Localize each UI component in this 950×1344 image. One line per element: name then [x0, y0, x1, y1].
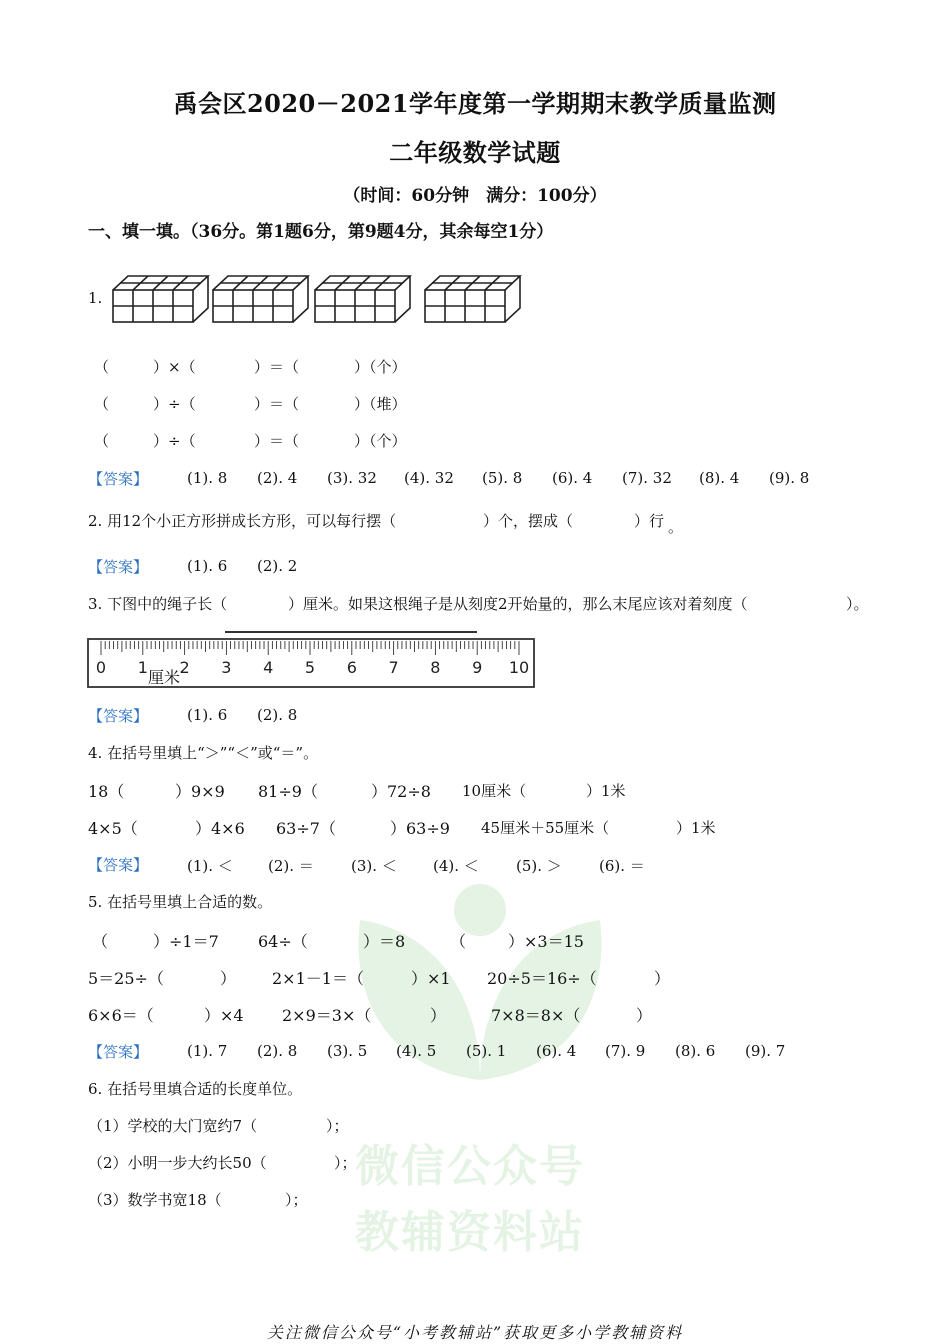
- page-title: 禹会区2020－2021学年度第一学期期末教学质量监测: [173, 89, 777, 118]
- box-figure-1: [113, 276, 208, 322]
- q1-answer-5: (5). 8: [482, 469, 523, 487]
- q5-r3-c1-b: ）×4: [204, 1006, 244, 1025]
- q1-answer-3: (3). 32: [327, 469, 377, 487]
- q5-r1-c3-b: ）×3＝15: [508, 932, 584, 951]
- page-subtitle: 二年级数学试题: [389, 138, 561, 167]
- q6-i3-b: ）；: [285, 1191, 308, 1209]
- q3-text-a: 3. 下图中的绳子长（: [88, 595, 228, 613]
- q2-text-d: 。: [668, 518, 684, 536]
- q5-r3-c1-a: 6×6＝（: [88, 1006, 154, 1025]
- q5-answer-7: (7). 9: [605, 1042, 646, 1060]
- q4-r2-c3-b: ）1米: [676, 819, 716, 837]
- q6-i2-a: （2）小明一步大约长50（: [88, 1154, 267, 1172]
- ruler-number: 1: [137, 658, 148, 677]
- watermark-leaf-icon: [330, 880, 630, 1110]
- q5-r1-c2-a: 64÷（: [258, 932, 308, 951]
- q6-i3-a: （3）数学书宽18（: [88, 1191, 222, 1209]
- q4-r2-c2-b: ）63÷9: [390, 819, 450, 838]
- box-figure-4: [425, 276, 520, 322]
- q2-text-a: 2. 用12个小正方形拼成长方形，可以每行摆（: [88, 512, 397, 530]
- q6-i1-b: ）；: [326, 1117, 349, 1135]
- q5-r1-c3-a: （: [450, 932, 467, 951]
- q5-r3-c3-b: ）: [636, 1006, 653, 1025]
- q1-l3-p0: （: [94, 432, 110, 450]
- q1-l3-p1: ）÷（: [153, 432, 196, 450]
- q1-answer-9: (9). 8: [769, 469, 810, 487]
- q5-r3-c2-a: 2×9＝3×（: [282, 1006, 372, 1025]
- ruler-number: 4: [263, 658, 274, 677]
- watermark-line1: 微信公众号: [355, 1141, 585, 1192]
- ruler-number: 5: [304, 658, 316, 677]
- answer-label: 【答案】: [88, 856, 149, 874]
- q5-answer-5: (5). 1: [466, 1042, 507, 1060]
- q1-answer-7: (7). 32: [622, 469, 672, 487]
- box-figure-3: [315, 276, 410, 322]
- q5-answer-4: (4). 5: [396, 1042, 437, 1060]
- q5-r3-c3-a: 7×8＝8×（: [491, 1006, 581, 1025]
- q4-answer-4: (4). ＜: [433, 857, 479, 875]
- q5-answer-9: (9). 7: [745, 1042, 786, 1060]
- q1-answer-6: (6). 4: [552, 469, 593, 487]
- q1-answer-2: (2). 4: [257, 469, 298, 487]
- q1-l3-p3: ）（个）: [354, 432, 407, 450]
- q4-answer-6: (6). ＝: [599, 857, 645, 875]
- q5-r2-c1-a: 5＝25÷（: [88, 969, 164, 988]
- q4-r1-c1-b: ）9×9: [175, 782, 225, 801]
- ruler-number: 2: [179, 658, 190, 677]
- ruler-number: 6: [346, 658, 357, 677]
- q5-r1-c1-a: （: [92, 932, 109, 951]
- ruler-number: 9: [472, 658, 483, 677]
- q5-r3-c2-b: ）: [430, 1006, 447, 1025]
- q3-answer-2: (2). 8: [257, 706, 298, 724]
- footer-note: 关注微信公众号“小考教辅站”获取更多小学教辅资料: [266, 1323, 684, 1342]
- q4-r1-c2-b: ）72÷8: [371, 782, 431, 801]
- q5-r2-c1-b: ）: [220, 969, 237, 988]
- q1-l1-p0: （: [94, 358, 110, 376]
- q1-l2-p3: ）（堆）: [354, 395, 407, 413]
- q3-text-b: ）厘米。如果这根绳子是从刻度2开始量的，那么末尾应该对着刻度（: [288, 595, 748, 613]
- q4-r2-c2-a: 63÷7（: [276, 819, 336, 838]
- q5-answer-3: (3). 5: [327, 1042, 368, 1060]
- q1-l3-p2: ）＝（: [254, 432, 300, 450]
- ruler-number: 3: [221, 658, 232, 677]
- q1-answer-8: (8). 4: [699, 469, 740, 487]
- ruler-number: 8: [430, 658, 441, 677]
- q5-answer-2: (2). 8: [257, 1042, 298, 1060]
- q2-text-c: ）行: [634, 512, 665, 530]
- q4-answer-5: (5). ＞: [516, 857, 562, 875]
- ruler-number: 10: [508, 658, 530, 677]
- q5-r2-c3-a: 20÷5＝16÷（: [487, 969, 597, 988]
- q4-answer-2: (2). ＝: [268, 857, 314, 875]
- q5-r2-c2-b: ）×1: [411, 969, 451, 988]
- q4-prompt: 4. 在括号里填上“＞”“＜”或“＝”。: [88, 744, 319, 762]
- ruler-number: 0: [95, 658, 107, 677]
- q1-boxes-figure: [108, 270, 528, 330]
- q4-r2-c1-a: 4×5（: [88, 819, 138, 838]
- q4-r2-c1-b: ）4×6: [195, 819, 245, 838]
- section-heading: 一、填一填。（36分。第1题6分，第9题4分，其余每空1分）: [88, 222, 554, 242]
- q6-prompt: 6. 在括号里填合适的长度单位。: [88, 1080, 303, 1098]
- q1-l2-p2: ）＝（: [254, 395, 300, 413]
- q5-answer-1: (1). 7: [187, 1042, 228, 1060]
- q2-answer-2: (2). 2: [257, 557, 298, 575]
- q5-answer-6: (6). 4: [536, 1042, 577, 1060]
- q2-text-b: ）个，摆成（: [483, 512, 574, 530]
- q2-answer-1: (1). 6: [187, 557, 228, 575]
- q3-answer-1: (1). 6: [187, 706, 228, 724]
- answer-label: 【答案】: [88, 470, 149, 488]
- q1-answer-1: (1). 8: [187, 469, 228, 487]
- ruler-unit-label: 厘米: [148, 668, 181, 687]
- answer-label: 【答案】: [88, 558, 149, 576]
- q4-r1-c3-a: 10厘米（: [462, 782, 527, 800]
- ruler-number: 7: [388, 658, 399, 677]
- q4-r1-c1-a: 18（: [88, 782, 125, 801]
- q1-l2-p0: （: [94, 395, 110, 413]
- q5-r1-c1-b: ）÷1＝7: [153, 932, 219, 951]
- ruler-figure: [86, 626, 538, 690]
- q1-l1-p1: ）×（: [153, 358, 196, 376]
- q1-l2-p1: ）÷（: [153, 395, 196, 413]
- q6-i1-a: （1）学校的大门宽约7（: [88, 1117, 258, 1135]
- q1-l1-p3: ）（个）: [354, 358, 407, 376]
- answer-label: 【答案】: [88, 1043, 149, 1061]
- q5-r2-c2-a: 2×1－1＝（: [272, 969, 364, 988]
- answer-label: 【答案】: [88, 707, 149, 725]
- box-figure-2: [213, 276, 308, 322]
- q4-r2-c3-a: 45厘米＋55厘米（: [481, 819, 610, 837]
- q5-answer-8: (8). 6: [675, 1042, 716, 1060]
- time-info: （时间：60分钟 满分：100分）: [343, 186, 607, 206]
- q5-r2-c3-b: ）: [654, 969, 671, 988]
- q6-i2-b: ）；: [334, 1154, 357, 1172]
- q5-r1-c2-b: ）＝8: [363, 932, 406, 951]
- q1-number: 1.: [88, 289, 103, 307]
- q3-text-c: ）。: [846, 595, 869, 613]
- watermark-line2: 教辅资料站: [355, 1207, 585, 1258]
- q5-prompt: 5. 在括号里填上合适的数。: [88, 893, 273, 911]
- q4-answer-3: (3). ＜: [351, 857, 397, 875]
- q1-answer-4: (4). 32: [404, 469, 454, 487]
- q4-answer-1: (1). ＜: [187, 857, 233, 875]
- q4-r1-c3-b: ）1米: [586, 782, 626, 800]
- q4-r1-c2-a: 81÷9（: [258, 782, 318, 801]
- q1-l1-p2: ）＝（: [254, 358, 300, 376]
